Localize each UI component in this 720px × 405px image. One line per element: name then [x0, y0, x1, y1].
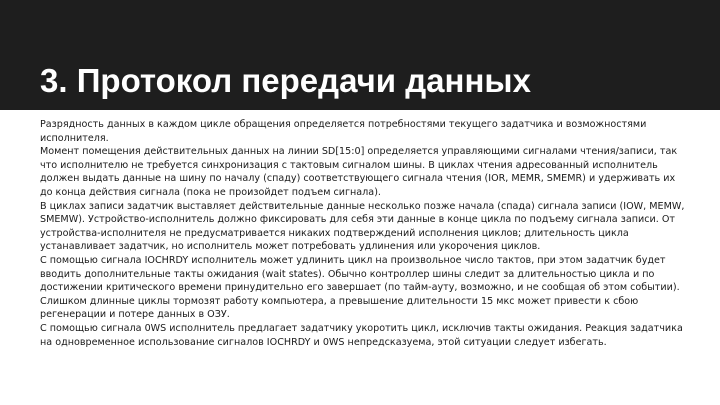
paragraph-read-cycle: Момент помещения действительных данных на линии SD[15:0] определяется управляющими сигналами чтения/записи, так что исполнителю не требуется синхронизация с тактовым сигналом шины. В циклах чтения адресованный исполнитель должен выдать данные на шину по началу (спаду) соответствующего сигнала чтения (IOR, MEMR, SMEMR) и удерживать их до конца действия сигнала (пока не произойдет подъем сигнала). — [40, 146, 678, 198]
slide-body — [40, 118, 690, 349]
paragraph-data-width: Разрядность данных в каждом цикле обращения определяется потребностями текущего задатчика и возможностями исполнителя. — [40, 119, 647, 144]
slide-title: 3. Протокол передачи данных — [40, 62, 531, 99]
paragraph-write-cycle: В циклах записи задатчик выставляет действительные данные несколько позже начала (спада) сигнала записи (IOW, MEMW, SMEMW). Устройство-исполнитель должно фиксировать для себя эти данные в конце цикла по подъему сигнала записи. От устройства-исполнителя не предусматривается никаких подтверждений исполнения циклов; длительность цикла устанавливает задатчик, но исполнитель может потребовать удлинения или укорочения циклов. — [40, 200, 685, 253]
paragraph-0ws: С помощью сигнала 0WS исполнитель предлагает задатчику укоротить цикл, исключив такты ожидания. Реакция задатчика на одновременное использование сигналов IOCHRDY и 0WS непредсказуема, этой ситуации следует избегать. — [40, 322, 683, 348]
paragraph-iochrdy: С помощью сигнала IOCHRDY исполнитель может удлинить цикл на произвольное число тактов, при этом задатчик будет вводить дополнительные такты ожидания (wait states). Обычно контроллер шины следит за длительностью цикла и по достижении критического времени принудительно его завершает (по тайм-ауту, возможно, и не сообщая об этом событии). Слишком длинные циклы тормозят работу компьютера, а превышение длительности 15 мкс может привести к сбою регенерации и потере данных в ОЗУ. — [40, 254, 680, 321]
